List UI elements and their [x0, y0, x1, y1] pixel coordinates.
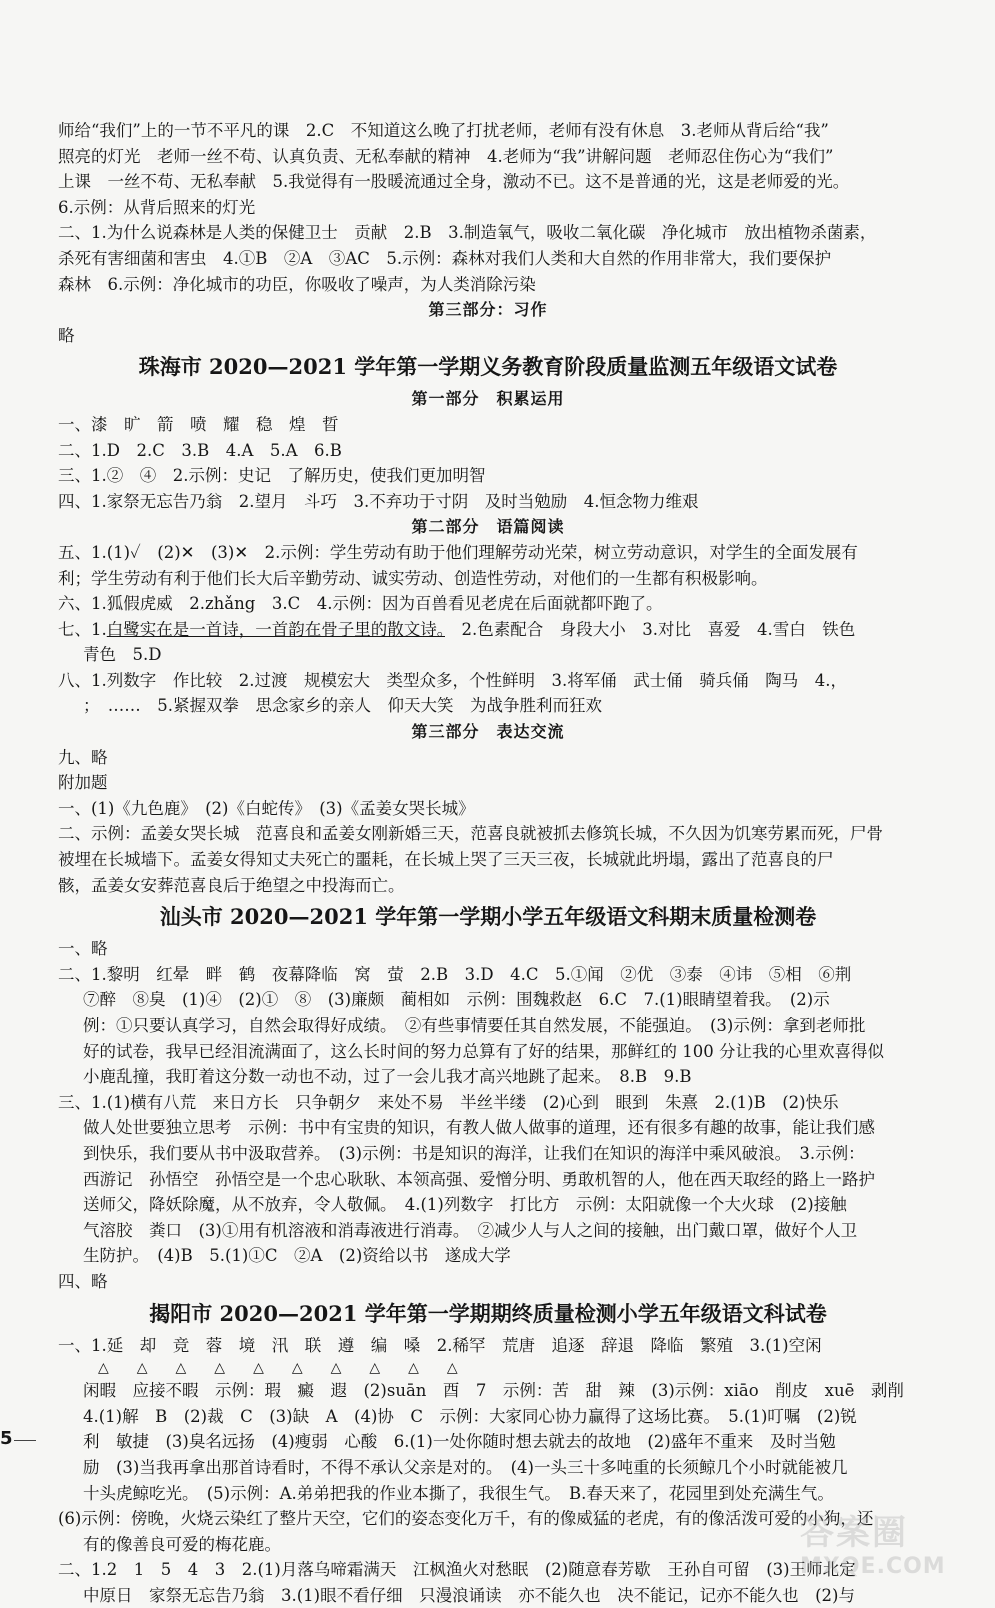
answer-line: 被埋在长城墙下。孟姜女得知丈夫死亡的噩耗，在长城上哭了三天三夜，长城就此坍塌，露出了范喜良的尸: [58, 850, 834, 870]
stress-marks-row: △ △ △ △ △ △ △ △ △ △: [98, 1360, 458, 1377]
exam-title: 揭阳市 2020—2021 学年第一学期期终质量检测小学五年级语文科试卷: [149, 1300, 827, 1326]
exam-title: 珠海市 2020—2021 学年第一学期义务教育阶段质量监测五年级语文试卷: [138, 354, 838, 380]
answer-line: 到快乐，我们要从书中汲取营养。 (3)示例：书是知识的海洋，让我们在知识的海洋中乘风破浪。 3.示例：: [83, 1143, 865, 1163]
answer-line: ⑦醉 ⑧臭 (1)④ (2)① ⑧ (3)廉颇 蔺相如 示例：围魏救赵 6.C 7.(1)眼睛望着我。 (2)示: [83, 990, 830, 1010]
page-number-rule: [14, 1440, 36, 1441]
answer-line: 四、略: [58, 1271, 108, 1291]
answer-line: 二、1.黎明 红晕 畔 鹤 夜幕降临 窝 萤 2.B 3.D 4.C 5.①闻 ②优 ③泰 ④讳 ⑤相 ⑥荆: [58, 964, 852, 984]
answer-line: (6)示例：傍晚，火烧云染红了整片天空，它们的姿态变化万千，有的像威猛的老虎，有的像活泼可爱的小狗，还: [58, 1509, 874, 1529]
answer-line: 利；学生劳动有利于他们长大后辛勤劳动、诚实劳动、创造性劳动，对他们的一生都有积极影响。: [58, 568, 768, 588]
answer-line: 四、1.家祭无忘告乃翁 2.望月 斗巧 3.不弃功于寸阴 及时当勉励 4.恒念物力维艰: [58, 491, 699, 511]
answer-line: 二、1.2 1 5 4 3 2.(1)月落乌啼霜满天 江枫渔火对愁眠 (2)随意春芳歇 王孙自可留 (3)王师北定: [58, 1560, 856, 1580]
answer-line: 闲暇 应接不暇 示例：瑕 癜 遐 (2)suān 酉 7 示例：苦 甜 辣 (3)示例：xiāo 削皮 xuē 剥削: [83, 1381, 904, 1401]
answer-line: 气溶胶 粪口 (3)①用有机溶液和消毒液进行消毒。 ②减少人与人之间的接触，出门戴口罩，做好个人卫: [83, 1220, 858, 1240]
answer-line: 利 敏捷 (3)臭名远扬 (4)瘦弱 心酸 6.(1)一处你随时想去就去的故地 (2)盛年不重来 及时当勉: [83, 1432, 836, 1452]
answer-line: 八、1.列数字 作比较 2.过渡 规模宏大 类型众多，个性鲜明 3.将军俑 武士俑 骑兵俑 陶马 4.，: [58, 670, 847, 690]
answer-line: 有的像善良可爱的梅花鹿。: [83, 1534, 281, 1554]
exam-title: 汕头市 2020—2021 学年第一学期小学五年级语文科期末质量检测卷: [159, 904, 817, 930]
answer-line: 照亮的灯光 老师一丝不苟、认真负责、无私奉献的精神 4.老师为“我”讲解问题 老师忍住伤心为“我们”: [58, 146, 834, 166]
answer-line: 好的试卷，我早已经泪流满面了，这么长时间的努力总算有了好的结果，那鲜红的 100 分让我的心里欢喜得似: [83, 1041, 884, 1061]
answer-line: 十头虎鲸吃光。 (5)示例：A.弟弟把我的作业本撕了，我很生气。 B.春天来了，花园里到处充满生气。: [83, 1483, 834, 1503]
answer-line: 6.示例：从背后照来的灯光: [58, 197, 256, 217]
section-heading: 第三部分：习作: [428, 300, 548, 320]
answer-line: 二、1.D 2.C 3.B 4.A 5.A 6.B: [58, 440, 342, 460]
underlined-sentence: 白鹭实在是一首诗，一首韵在骨子里的散文诗。: [106, 619, 445, 639]
answer-line: ； …… 5.紧握双拳 思念家乡的亲人 仰天大笑 为战争胜利而狂欢: [83, 696, 602, 716]
answer-line: 4.(1)解 B (2)裁 C (3)缺 A (4)协 C 示例：大家同心协力赢得了这场比赛。 5.(1)叮嘱 (2)锐: [83, 1406, 857, 1426]
watermark-sub: MXQE.COM: [800, 1554, 946, 1579]
watermark-main: 答案圈: [800, 1513, 908, 1553]
answer-line: 九、略: [58, 747, 108, 767]
answer-line: 森林 6.示例：净化城市的功臣，你吸收了噪声，为人类消除污染: [58, 274, 536, 294]
answer-line: 一、略: [58, 939, 108, 959]
answer-line: 师给“我们”上的一节不平凡的课 2.C 不知道这么晚了打扰老师，老师有没有休息 3.老师从背后给“我”: [58, 121, 829, 140]
answer-line: 一、漆 旷 箭 喷 耀 稳 煌 晢: [58, 414, 339, 434]
answer-line: 略: [58, 325, 75, 345]
answer-line: 杀死有害细菌和害虫 4.①B ②A ③AC 5.示例：森林对我们人类和大自然的作用非常大，我们要保护: [58, 248, 832, 268]
answer-line: 二、1.为什么说森林是人类的保健卫士 贡献 2.B 3.制造氧气，吸收二氧化碳 净化城市 放出植物杀菌素，: [58, 223, 877, 243]
answer-line: 五、1.(1)✓ (2)✕ (3)✕ 2.示例：学生劳动有助于他们理解劳动光荣，树立劳动意识，对学生的全面发展有: [58, 542, 858, 562]
answer-line: 中原日 家祭无忘告乃翁 3.(1)眼不看仔细 只漫浪诵读 亦不能久也 决不能记，记亦不能久也 (2)与: [83, 1585, 855, 1605]
answer-line: 例：①只要认真学习，自然会取得好成绩。 ②有些事情要任其自然发展，不能强迫。 (3)示例：拿到老师批: [83, 1016, 866, 1035]
watermark-logo: [800, 1505, 970, 1593]
answer-line: 六、1.狐假虎威 2.zhǎng 3.C 4.示例：因为百兽看见老虎在后面就都吓跑了。: [58, 594, 663, 614]
answer-text-block: [58, 118, 918, 1608]
answer-line: 励 (3)当我再拿出那首诗看时，不得不承认父亲是对的。 (4)一头三十多吨重的长须鲸几个小时就能被几: [83, 1457, 848, 1477]
answer-line: 一、(1)《九色鹿》 (2)《白蛇传》 (3)《孟姜女哭长城》: [58, 798, 475, 818]
answer-line: 三、1.② ④ 2.示例：史记 了解历史，使我们更加明智: [58, 466, 486, 486]
answer-line: 西游记 孙悟空 孙悟空是一个忠心耿耿、本领高强、爱憎分明、勇敢机智的人，他在西天取经的路上一路护: [83, 1169, 875, 1189]
answer-line: 小鹿乱撞，我盯着这分数一动也不动，过了一会儿我才高兴地跳了起来。 8.B 9.B: [83, 1067, 692, 1087]
answer-line: 三、1.(1)横有八荒 来日方长 只争朝夕 来处不易 半丝半缕 (2)心到 眼到 朱熹 2.(1)B (2)快乐: [58, 1092, 839, 1112]
answer-line: 二、示例：孟姜女哭长城 范喜良和孟姜女刚新婚三天，范喜良就被抓去修筑长城，不久因为饥寒劳累而死，尸骨: [58, 824, 883, 844]
answer-line: 生防护。 (4)B 5.(1)①C ②A (2)资给以书 遂成大学: [83, 1246, 511, 1266]
answer-line: 七、1.白鹭实在是一首诗，一首韵在骨子里的散文诗。 2.色素配合 身段大小 3.对比 喜爱 4.雪白 铁色: [58, 619, 856, 639]
page-number: 5: [0, 1428, 13, 1449]
answer-line: 附加题: [58, 773, 108, 793]
section-heading: 第三部分 表达交流: [411, 722, 565, 742]
section-heading: 第一部分 积累运用: [411, 389, 565, 409]
section-heading: 第二部分 语篇阅读: [411, 517, 565, 537]
answer-line: 青色 5.D: [83, 645, 162, 665]
answer-line: 骸，孟姜女安葬范喜良后于绝望之中投海而亡。: [58, 875, 405, 895]
answer-line: 一、1.延 却 竞 蓉 境 汛 联 遵 编 嗓 2.稀罕 荒唐 追逐 辞退 降临 繁殖 3.(1)空闲: [58, 1335, 822, 1355]
answer-line: 做人处世要独立思考 示例：书中有宝贵的知识，有教人做人做事的道理，还有很多有趣的故事，能让我们感: [83, 1118, 875, 1138]
answer-line: 上课 一丝不苟、无私奉献 5.我觉得有一股暖流通过全身，激动不已。这不是普通的光，这是老师爱的光。: [58, 172, 850, 192]
answer-line: 送师父，降妖除魔，从不放弃，令人敬佩。 4.(1)列数字 打比方 示例：太阳就像一个大火球 (2)接触: [83, 1195, 847, 1215]
